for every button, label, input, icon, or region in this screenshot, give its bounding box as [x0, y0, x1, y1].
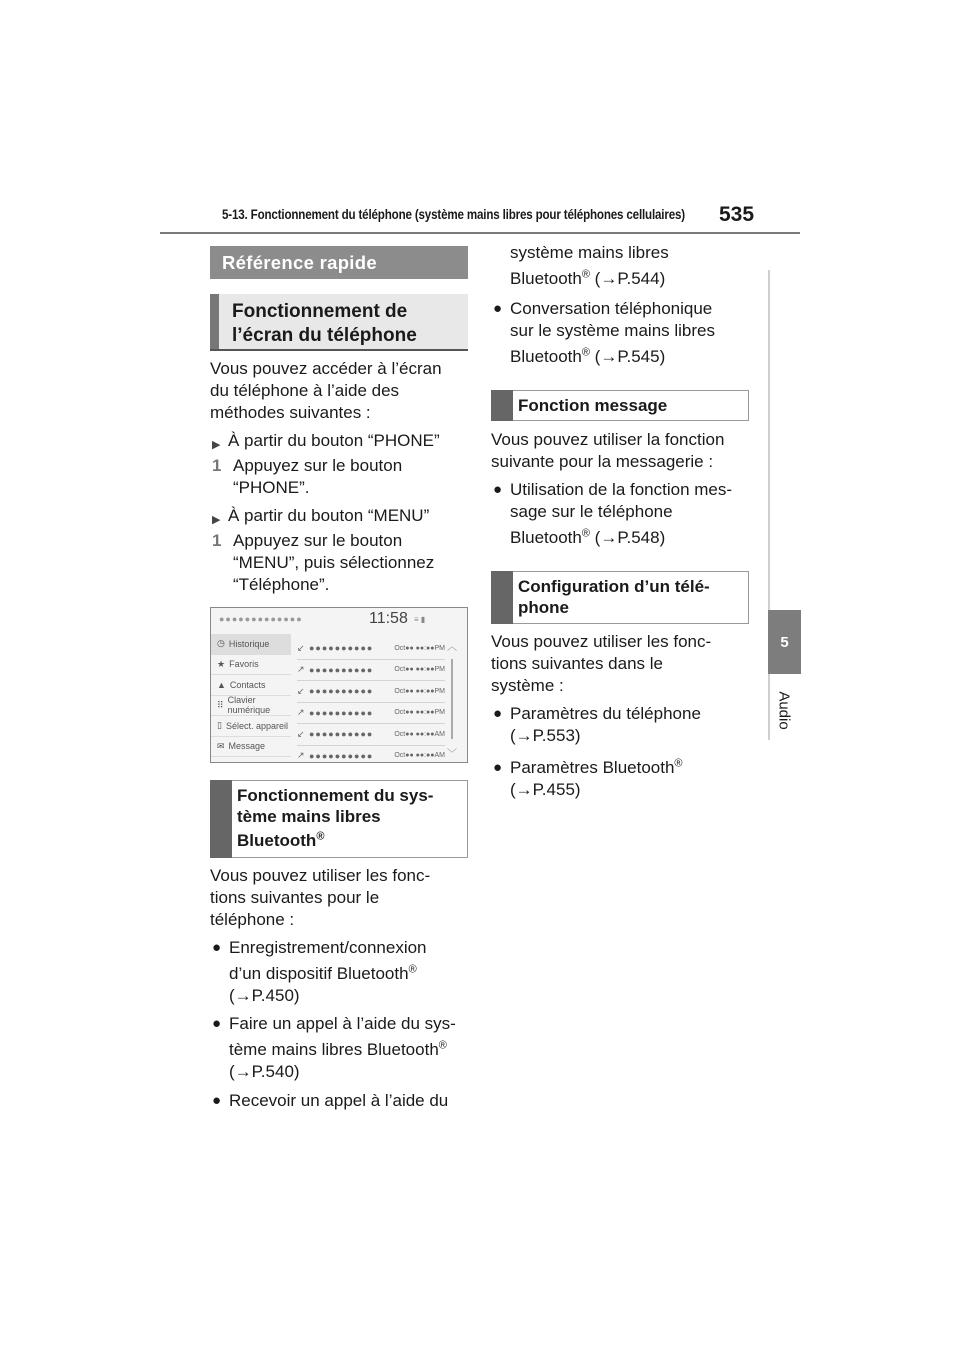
chapter-tab[interactable]: 5 [768, 610, 801, 674]
list-item[interactable]: ↙ ●●●●●●●●●● Oct●● ●●:●●PM [297, 638, 445, 660]
heading-bluetooth-handsfree: Fonctionnement du sys- tème mains libres Bluetooth® [210, 780, 468, 858]
heading-phone-screen: Fonctionnement de l’écran du téléphone [210, 294, 468, 351]
bullet-message: ● Utilisation de la fonction mes- sage sur le téléphone Bluetooth® (→P.548) [493, 480, 733, 547]
bullet-receive-call-cont: système mains libres Bluetooth® (→P.544) [510, 243, 669, 288]
list-item[interactable]: ↗ ●●●●●●●●●● Oct●● ●●:●●PM [297, 660, 445, 682]
method-phone: ▶ À partir du bouton “PHONE” [212, 431, 440, 451]
menu-item-history[interactable]: ◷ Historique [211, 634, 291, 655]
handsfree-paragraph: Vous pouvez utiliser les fonc- tions suivantes pour le téléphone : [210, 866, 431, 929]
phone-menu [211, 634, 291, 757]
intro-paragraph: Vous pouvez accéder à l’écran du téléphone à l’aide des méthodes suivantes : [210, 359, 442, 422]
bullet-bluetooth-settings: ● Paramètres Bluetooth® (→P.455) [493, 757, 683, 799]
bullet-make-call: ● Faire un appel à l’aide du sys- tème mains libres Bluetooth® (→P.540) [212, 1014, 456, 1081]
menu-item-contacts[interactable]: ▲ Contacts [211, 675, 291, 696]
list-item[interactable]: ↙ ●●●●●●●●●● Oct●● ●●:●●PM [297, 681, 445, 703]
bullet-phone-settings: ● Paramètres du téléphone (→P.553) [493, 704, 701, 745]
menu-item-favorites[interactable]: ★ Favoris [211, 655, 291, 676]
status-icons: ≡ ▮ [414, 615, 426, 624]
message-paragraph: Vous pouvez utiliser la fonction suivante pour la messagerie : [491, 430, 725, 471]
person-icon: ▲ [217, 679, 226, 690]
clock-icon: ◷ [217, 638, 225, 649]
call-arrow-icon: ↙ [297, 642, 305, 653]
page-number: 535 [719, 203, 755, 226]
scroll-up-icon: ︿ [447, 642, 457, 653]
keypad-icon: ⠿ [217, 699, 224, 710]
step-menu: 1 Appuyez sur le bouton “MENU”, puis sélectionnez “Téléphone”. [212, 531, 435, 594]
list-item[interactable]: ↗ ●●●●●●●●●● Oct●● ●●:●●PM [297, 703, 445, 725]
call-arrow-icon: ↙ [297, 728, 305, 739]
config-paragraph: Vous pouvez utiliser les fonc- tions suivantes dans le système : [491, 632, 712, 695]
bullet-conversation: ● Conversation téléphonique sur le système mains libres Bluetooth® (→P.545) [493, 299, 716, 366]
clock: 11:58 [369, 610, 408, 627]
phone-screen-illustration: ●●●●●●●●●●●●● 11:58 ≡ ▮ ◷ Historique ★ Favoris ▲ Contacts ⠿ Clavier numérique ▯ Sélect. appareil ✉ Message ↙ ●●●●●●●●●● Oct●● ●●:●●PM ↗ ●●●●●●●●●● Oct●● ●●:●●PM ↙ ●●●●●●●●●● Oct●● ●●:●●PM ↗ ●●●●●●●●●● Oct●● ●●:●●PM ↙ ●●●●●●●●●● Oct●● ●●:●●AM ↗ ●●●●●●●●●● Oct●● ●●:●●AM ︿ ﹀ [210, 607, 468, 763]
call-arrow-icon: ↗ [297, 750, 305, 761]
chapter-label: Audio [776, 690, 793, 730]
bullet-register: ● Enregistrement/connexion d’un dispositif Bluetooth® (→P.450) [212, 938, 427, 1005]
heading-phone-config: Configuration d’un télé- phone [491, 571, 749, 624]
call-arrow-icon: ↗ [297, 707, 305, 718]
menu-item-select-device[interactable]: ▯ Sélect. appareil [211, 716, 291, 737]
scrollbar[interactable] [445, 638, 459, 760]
list-item[interactable]: ↙ ●●●●●●●●●● Oct●● ●●:●●AM [297, 724, 445, 746]
call-arrow-icon: ↙ [297, 685, 305, 696]
bullet-receive-call: ● Recevoir un appel à l’aide du [212, 1091, 449, 1110]
header-rule [160, 232, 800, 234]
scroll-down-icon: ﹀ [447, 749, 457, 760]
step-phone: 1 Appuyez sur le bouton “PHONE”. [212, 456, 403, 497]
heading-message-function: Fonction message [491, 390, 749, 421]
list-item[interactable]: ↗ ●●●●●●●●●● Oct●● ●●:●●AM [297, 746, 445, 764]
call-history-list [297, 638, 445, 763]
method-menu: ▶ À partir du bouton “MENU” [212, 506, 430, 526]
device-icon: ▯ [217, 720, 222, 731]
quick-reference-heading: Référence rapide [210, 246, 468, 279]
menu-item-keypad[interactable]: ⠿ Clavier numérique [211, 696, 291, 717]
star-icon: ★ [217, 658, 226, 669]
menu-item-message[interactable]: ✉ Message [211, 737, 291, 758]
call-arrow-icon: ↗ [297, 664, 305, 675]
envelope-icon: ✉ [217, 740, 225, 751]
section-title: 5-13. Fonctionnement du téléphone (système mains libres pour téléphones cellulaires) [222, 207, 685, 222]
